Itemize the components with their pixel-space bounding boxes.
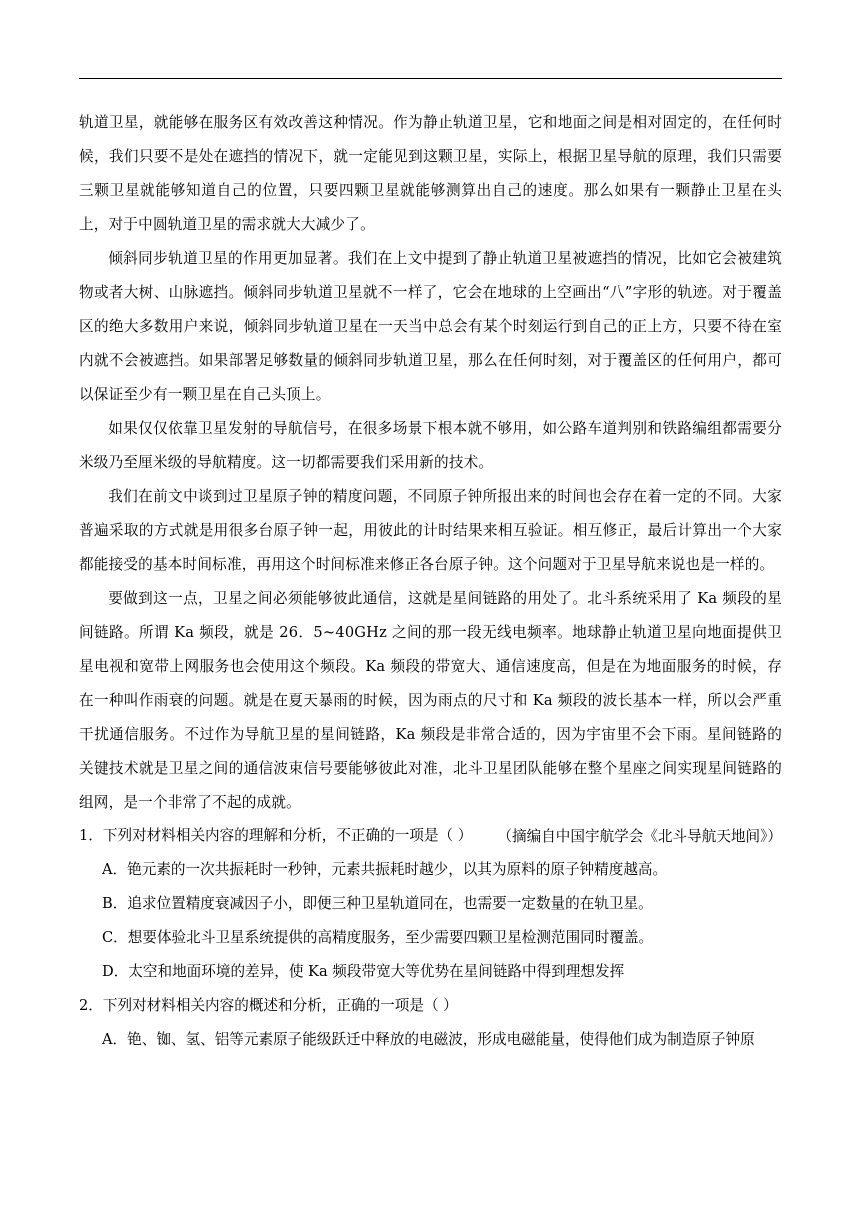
passage-paragraph: 倾斜同步轨道卫星的作用更加显著。我们在上文中提到了静止轨道卫星被遮挡的情况，比如它会被建筑物或者大树、山脉遮挡。倾斜同步轨道卫星就不一样了，它会在地球的上空画出“八”字形的轨迹。对于覆盖区的绝大多数用户来说，倾斜同步轨道卫星在一天当中总会有某个时刻运行到自己的正上方，只要不待在室内就不会被遮挡。如果部署足够数量的倾斜同步轨道卫星，那么在任何时刻，对于覆盖区的任何用户，都可以保证至少有一颗卫星在自己头顶上。 — [79, 250, 782, 403]
passage-source: （摘编自中国宇航学会《北斗导航天地间》） — [497, 828, 782, 845]
question-1 — [79, 819, 782, 989]
passage-paragraph: 我们在前文中谈到过卫星原子钟的精度问题，不同原子钟所报出来的时间也会存在着一定的不同。大家普遍采取的方式就是用很多台原子钟一起，用彼此的计时结果来相互验证。相互修正，最后计算出一个大家都能接受的基本时间标准，再用这个时间标准来修正各台原子钟。这个问题对于卫星导航来说也是一样的。 — [79, 488, 782, 573]
reading-passage — [79, 106, 782, 854]
option-a: A．铯、铷、氢、铝等元素原子能级跃迁中释放的电磁波，形成电磁能量，使得他们成为制造原子钟原 — [102, 1031, 755, 1048]
passage-paragraph: 轨道卫星，就能够在服务区有效改善这种情况。作为静止轨道卫星，它和地面之间是相对固定的，在任何时候，我们只要不是处在遮挡的情况下，就一定能见到这颗卫星，实际上，根据卫星导航的原理，我们只需要三颗卫星就能够知道自己的位置，只要四颗卫星就能够测算出自己的速度。那么如果有一颗静止卫星在头上，对于中圆轨道卫星的需求就大大减少了。 — [79, 114, 782, 233]
option-d: D．太空和地面环境的差异，使 Ka 频段带宽大等优势在星间链路中得到理想发挥 — [102, 963, 625, 980]
header-rule — [79, 78, 782, 79]
option-a: A．铯元素的一次共振耗时一秒钟，元素共振耗时越少，以其为原料的原子钟精度越高。 — [102, 861, 668, 878]
question-stem: 2．下列对材料相关内容的概述和分析，正确的一项是（ ） — [79, 997, 458, 1014]
question-stem: 1．下列对材料相关内容的理解和分析，不正确的一项是（ ） — [79, 827, 473, 844]
passage-paragraph: 要做到这一点，卫星之间必须能够彼此通信，这就是星间链路的用处了。北斗系统采用了 Ka 频段的星间链路。所谓 Ka 频段，就是 26．5~40GHz 之间的那一段无线电频率。地球静止轨道卫星向地面提供卫星电视和宽带上网服务也会使用这个频段。Ka 频段的带宽大、通信速度高，但是在为地面服务的时候，存在一种叫作雨衰的问题。就是在夏天暴雨的时候，因为雨点的尺寸和 Ka 频段的波长基本一样，所以会严重干扰通信服务。不过作为导航卫星的星间链路，Ka 频段是非常合适的，因为宇宙里不会下雨。星间链路的关键技术就是卫星之间的通信波束信号要能够彼此对准，北斗卫星团队能够在整个星座之间实现星间链路的组网，是一个非常了不起的成就。 — [79, 590, 782, 811]
question-section — [79, 819, 782, 1057]
passage-paragraph: 如果仅仅依靠卫星发射的导航信号，在很多场景下根本就不够用，如公路车道判别和铁路编组都需要分米级乃至厘米级的导航精度。这一切都需要我们采用新的技术。 — [79, 420, 782, 471]
option-b: B．追求位置精度衰减因子小，即便三种卫星轨道同在，也需要一定数量的在轨卫星。 — [102, 895, 653, 912]
question-2 — [79, 989, 782, 1057]
option-c: C．想要体验北斗卫星系统提供的高精度服务，至少需要四颗卫星检测范围同时覆盖。 — [102, 929, 654, 946]
